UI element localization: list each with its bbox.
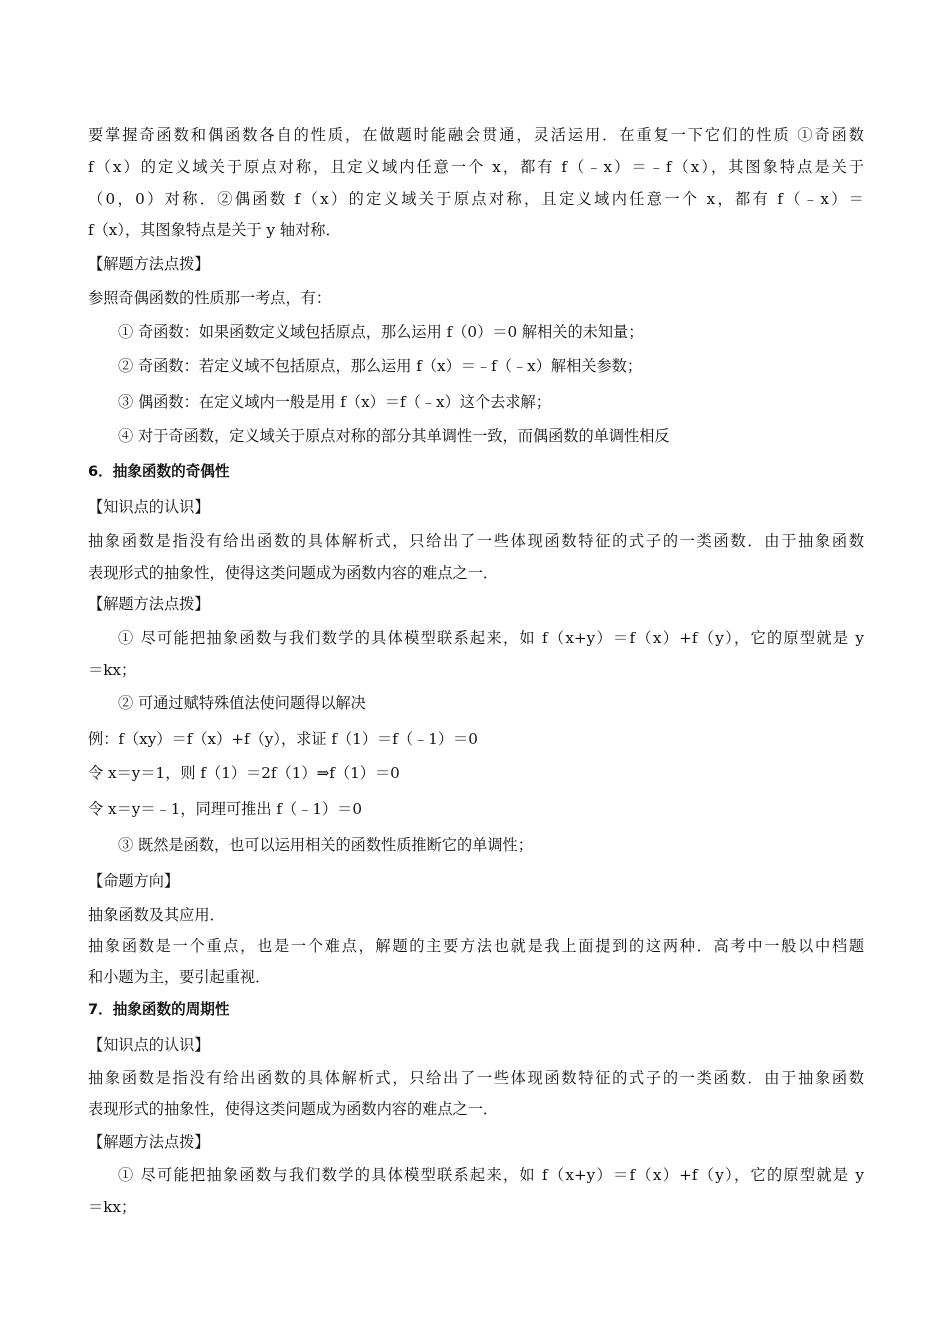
section-label: 【解题方法点拨】 (88, 255, 210, 273)
text-line: 抽象函数是指没有给出函数的具体解析式，只给出了一些体现函数特征的式子的一类函数．由于抽象函数 (88, 532, 864, 550)
section-heading: 6．抽象函数的奇偶性 (88, 463, 230, 480)
section-label: 【解题方法点拨】 (88, 1133, 210, 1151)
text-line: 参照奇偶函数的性质那一考点，有： (88, 289, 331, 307)
section-label: 【知识点的认识】 (88, 1036, 210, 1054)
text-line: f（x），其图象特点是关于 y 轴对称． (88, 221, 341, 239)
text-line: f（x）的定义域关于原点对称，且定义域内任意一个 x，都有 f（﹣x）＝﹣f（x），其图象特点是关于 (88, 158, 864, 176)
text-line: 抽象函数是指没有给出函数的具体解析式，只给出了一些体现函数特征的式子的一类函数．由于抽象函数 (88, 1069, 864, 1087)
section-heading: 7．抽象函数的周期性 (88, 1001, 230, 1018)
list-item: ④ 对于奇函数，定义域关于原点对称的部分其单调性一致，而偶函数的单调性相反 (118, 427, 670, 445)
section-label: 【命题方向】 (88, 872, 180, 890)
section-label: 【解题方法点拨】 (88, 595, 210, 613)
text-line: 令 x＝y＝﹣1，同理可推出 f（﹣1）＝0 (88, 800, 363, 818)
list-item: ① 尽可能把抽象函数与我们数学的具体模型联系起来，如 f（x+y）＝f（x）+f（y），它的原型就是 y (118, 629, 864, 647)
list-item: ① 奇函数：如果函数定义域包括原点，那么运用 f（0）＝0 解相关的未知量； (118, 323, 644, 341)
text-line: （0，0）对称．②偶函数 f（x）的定义域关于原点对称，且定义域内任意一个 x，都有 f（﹣x）＝ (88, 190, 864, 208)
text-line: 例：f（xy）＝f（x）+f（y），求证 f（1）＝f（﹣1）＝0 (88, 730, 478, 748)
list-item: ① 尽可能把抽象函数与我们数学的具体模型联系起来，如 f（x+y）＝f（x）+f（y），它的原型就是 y (118, 1166, 864, 1184)
text-line: 表现形式的抽象性，使得这类问题成为函数内容的难点之一． (88, 1100, 499, 1118)
section-label: 【知识点的认识】 (88, 498, 210, 516)
text-line: 抽象函数及其应用． (88, 906, 225, 924)
list-item: ② 可通过赋特殊值法使问题得以解决 (118, 694, 366, 712)
text-line: 令 x＝y＝1，则 f（1）＝2f（1）⇒f（1）＝0 (88, 764, 400, 782)
text-line: 表现形式的抽象性，使得这类问题成为函数内容的难点之一． (88, 564, 499, 582)
text-line: ＝kx； (88, 661, 137, 679)
list-item: ③ 既然是函数，也可以运用相关的函数性质推断它的单调性； (118, 836, 533, 854)
text-line: ＝kx； (88, 1198, 137, 1216)
list-item: ② 奇函数：若定义域不包括原点，那么运用 f（x）＝﹣f（﹣x）解相关参数； (118, 357, 643, 375)
list-item: ③ 偶函数：在定义域内一般是用 f（x）＝f（﹣x）这个去求解； (118, 393, 551, 411)
text-line: 抽象函数是一个重点，也是一个难点，解题的主要方法也就是我上面提到的这两种．高考中一般以中档题 (88, 937, 864, 955)
text-line: 要掌握奇函数和偶函数各自的性质，在做题时能融会贯通，灵活运用．在重复一下它们的性质 ①奇函数 (88, 126, 864, 144)
text-line: 和小题为主，要引起重视． (88, 968, 271, 986)
